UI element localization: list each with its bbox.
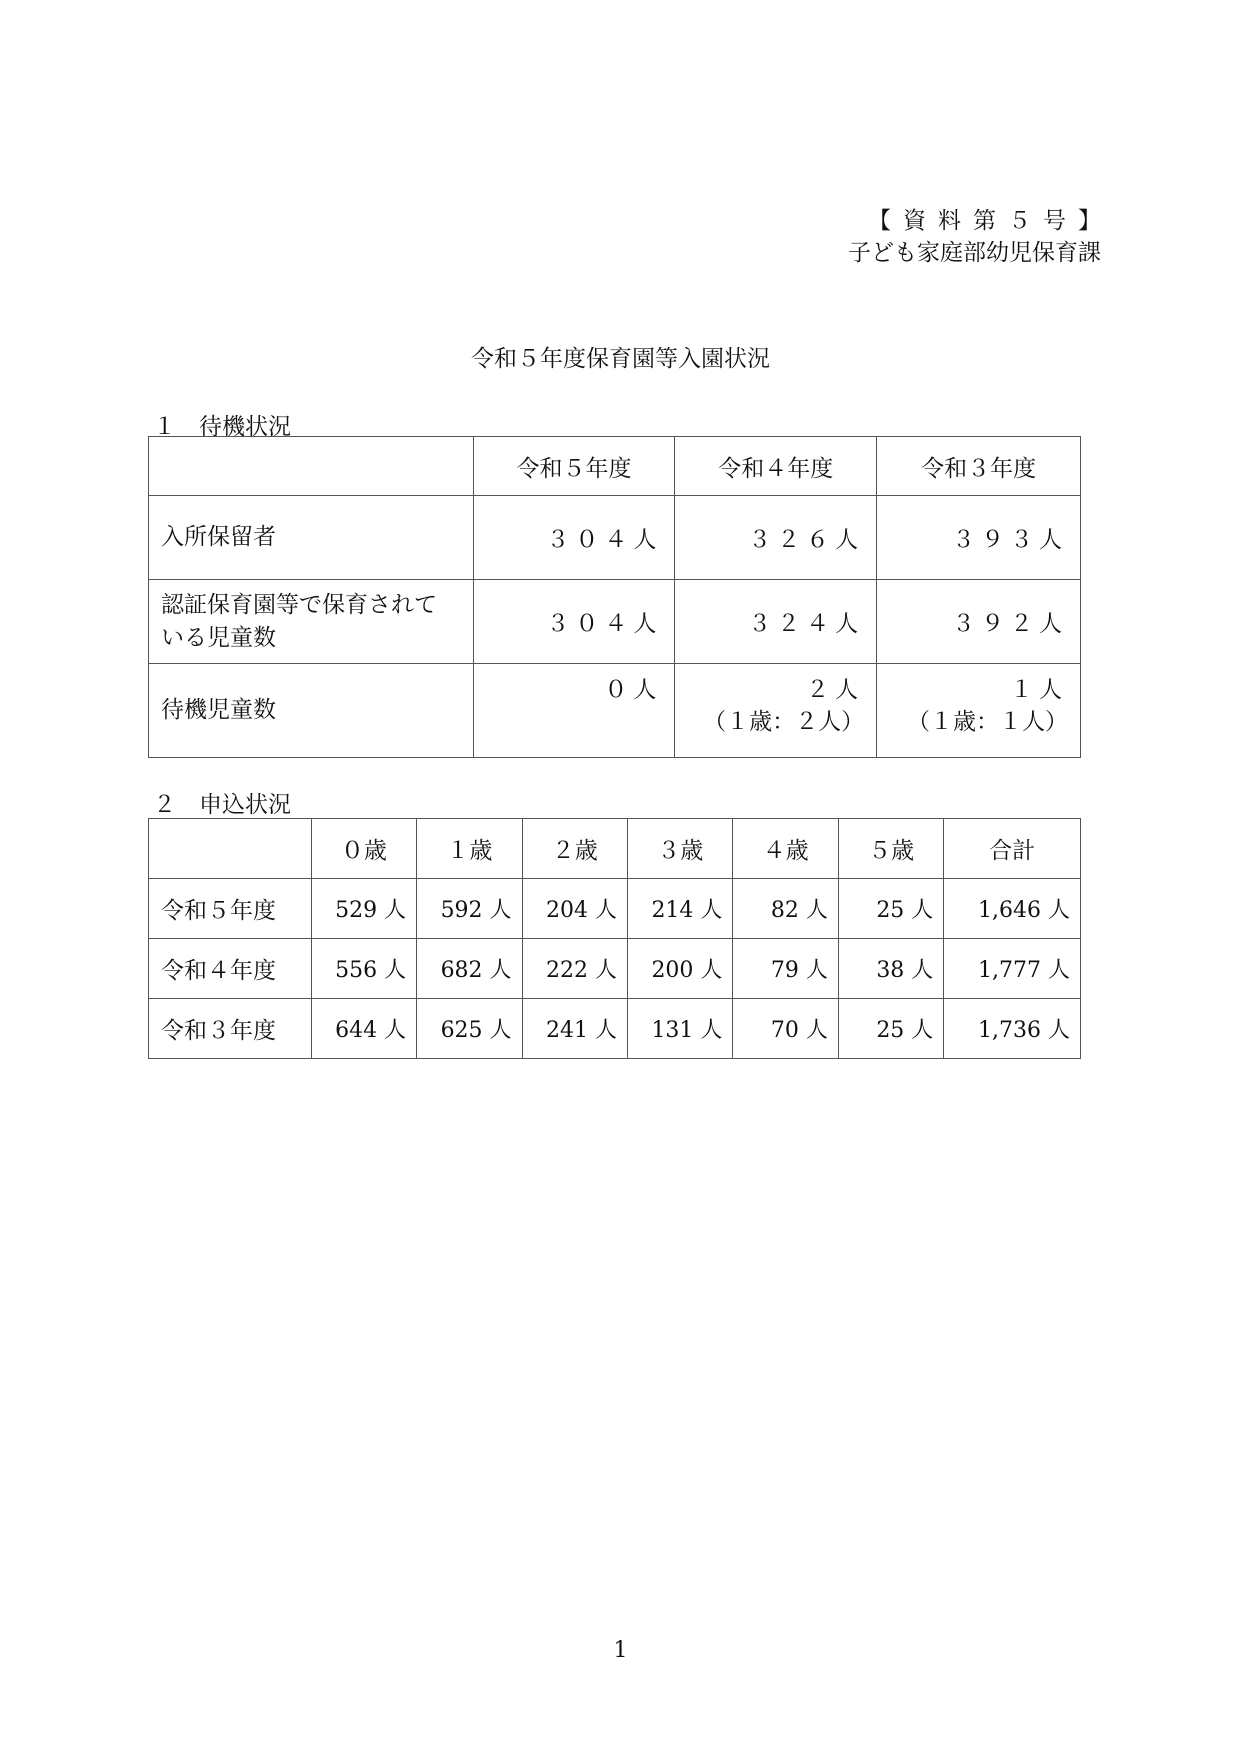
table-cell: 131 人 bbox=[628, 999, 733, 1059]
table-row bbox=[149, 664, 1081, 758]
table-row bbox=[149, 879, 1081, 939]
table-cell: 625 人 bbox=[417, 999, 522, 1059]
table-cell-total: 1,736 人 bbox=[944, 999, 1081, 1059]
table-cell: 529 人 bbox=[311, 879, 416, 939]
header-cell: ５歳 bbox=[838, 819, 943, 879]
cell-value: １人 bbox=[1010, 677, 1068, 703]
header-cell: 令和５年度 bbox=[473, 437, 675, 496]
table-cell: 38 人 bbox=[838, 939, 943, 999]
table-cell: 79 人 bbox=[733, 939, 838, 999]
table-cell: 241 人 bbox=[522, 999, 627, 1059]
table-cell: 556 人 bbox=[311, 939, 416, 999]
row-label: 令和３年度 bbox=[149, 999, 312, 1059]
applications-table bbox=[148, 818, 1081, 1059]
waiting-status-table bbox=[148, 436, 1081, 758]
header-cell-empty bbox=[149, 437, 474, 496]
row-label-line: 認証保育園等で保育されて bbox=[161, 591, 437, 618]
header-cell: 合計 bbox=[944, 819, 1081, 879]
header-cell: ２歳 bbox=[522, 819, 627, 879]
section-title: 申込状況 bbox=[199, 792, 291, 818]
table-cell: ３０４人 bbox=[473, 580, 675, 664]
header-cell: ０歳 bbox=[311, 819, 416, 879]
table-cell-total: 1,777 人 bbox=[944, 939, 1081, 999]
row-label bbox=[149, 580, 474, 664]
cell-value: ２人 bbox=[806, 677, 865, 703]
table-row bbox=[149, 496, 1081, 580]
table-cell: ３２６人 bbox=[675, 496, 877, 580]
header-cell-empty bbox=[149, 819, 312, 879]
table-header-row bbox=[149, 437, 1081, 496]
table-cell: 200 人 bbox=[628, 939, 733, 999]
table-cell: 222 人 bbox=[522, 939, 627, 999]
table-cell: 25 人 bbox=[838, 999, 943, 1059]
header-cell: 令和３年度 bbox=[877, 437, 1081, 496]
cell-note: （１歳：１人） bbox=[907, 709, 1068, 735]
table-cell: 644 人 bbox=[311, 999, 416, 1059]
table-cell-total: 1,646 人 bbox=[944, 879, 1081, 939]
section-number: ２ bbox=[153, 792, 176, 818]
table-row bbox=[149, 580, 1081, 664]
table-cell: 204 人 bbox=[522, 879, 627, 939]
table-cell bbox=[675, 664, 877, 758]
table-cell: ３９３人 bbox=[877, 496, 1081, 580]
page-number: 1 bbox=[613, 1638, 628, 1663]
table-cell bbox=[877, 664, 1081, 758]
header-cell: ４歳 bbox=[733, 819, 838, 879]
cell-note: （１歳：２人） bbox=[703, 709, 865, 735]
document-number: 【資料第５号】 bbox=[868, 208, 1113, 234]
table-cell: 214 人 bbox=[628, 879, 733, 939]
table-cell: 82 人 bbox=[733, 879, 838, 939]
page-title: 令和５年度保育園等入園状況 bbox=[471, 346, 770, 372]
section-heading-applications bbox=[153, 786, 291, 819]
row-label: 入所保留者 bbox=[149, 496, 474, 580]
table-cell: 70 人 bbox=[733, 999, 838, 1059]
table-cell: 682 人 bbox=[417, 939, 522, 999]
department-name: 子ども家庭部幼児保育課 bbox=[848, 240, 1101, 266]
row-label-line: いる児童数 bbox=[161, 624, 276, 651]
table-cell: 592 人 bbox=[417, 879, 522, 939]
header-cell: １歳 bbox=[417, 819, 522, 879]
table-row bbox=[149, 939, 1081, 999]
document-header bbox=[848, 205, 1113, 269]
table-cell: 25 人 bbox=[838, 879, 943, 939]
table-cell: ３９２人 bbox=[877, 580, 1081, 664]
row-label: 令和４年度 bbox=[149, 939, 312, 999]
table-cell: ３０４人 bbox=[473, 496, 675, 580]
header-cell: 令和４年度 bbox=[675, 437, 877, 496]
row-label: 令和５年度 bbox=[149, 879, 312, 939]
row-label: 待機児童数 bbox=[149, 664, 474, 758]
table-row bbox=[149, 999, 1081, 1059]
table-cell: ３２４人 bbox=[675, 580, 877, 664]
table-header-row bbox=[149, 819, 1081, 879]
table-cell bbox=[473, 664, 675, 758]
header-cell: ３歳 bbox=[628, 819, 733, 879]
section-title: 待機状況 bbox=[199, 414, 291, 440]
cell-value: ０人 bbox=[604, 677, 663, 703]
section-number: １ bbox=[153, 414, 176, 440]
